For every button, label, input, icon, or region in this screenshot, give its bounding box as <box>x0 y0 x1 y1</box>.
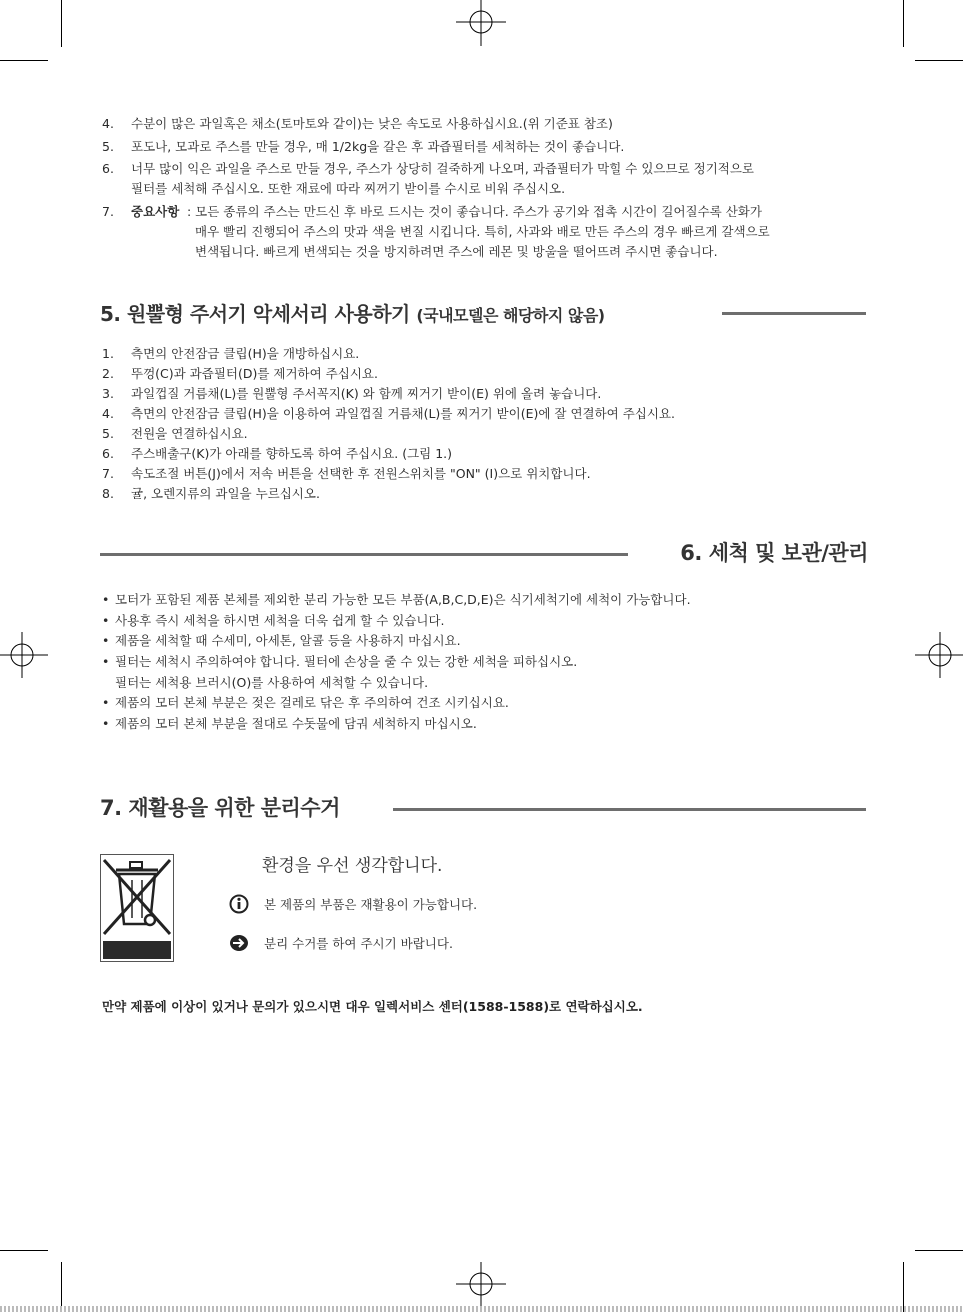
registration-mark-icon <box>456 0 506 50</box>
section-6-heading: 6. 세척 및 보관/관리 <box>680 541 868 565</box>
info-circle-icon <box>229 894 249 914</box>
info-line: 본 제품의 부품은 재활용이 가능합니다. <box>264 897 478 912</box>
section-5-subtitle: (국내모델은 해당하지 않음) <box>416 306 605 325</box>
crop-mark <box>0 1250 48 1251</box>
important-label: 중요사항 <box>131 204 180 219</box>
crop-mark <box>0 60 48 61</box>
section-7-heading: 7. 재활용을 위한 분리수거 <box>100 796 340 820</box>
print-strip <box>0 1306 963 1312</box>
crop-mark <box>915 1250 963 1251</box>
section-rule <box>100 553 628 556</box>
section-rule <box>722 312 866 315</box>
section-5-heading: 5. 원뿔형 주서기 악세서리 사용하기 (국내모델은 해당하지 않음) <box>100 302 605 326</box>
action-line: 분리 수거를 하여 주시기 바랍니다. <box>264 936 453 951</box>
service-contact-note: 만약 제품에 이상이 있거나 문의가 있으시면 대우 일렉서비스 센터(1588-1588)로 연락하십시오. <box>102 999 643 1014</box>
crop-mark <box>61 1262 62 1312</box>
registration-mark-icon <box>0 630 50 680</box>
crossed-out-wheelie-bin-icon <box>100 854 174 962</box>
crop-mark <box>903 1262 904 1312</box>
registration-mark-icon <box>913 630 963 680</box>
registration-mark-icon <box>456 1262 506 1312</box>
crop-mark <box>61 0 62 47</box>
crop-mark <box>915 60 963 61</box>
arrow-circle-icon <box>229 934 249 952</box>
eco-title: 환경을 우선 생각합니다. <box>262 856 443 876</box>
section-rule <box>393 808 866 811</box>
crop-mark <box>903 0 904 47</box>
